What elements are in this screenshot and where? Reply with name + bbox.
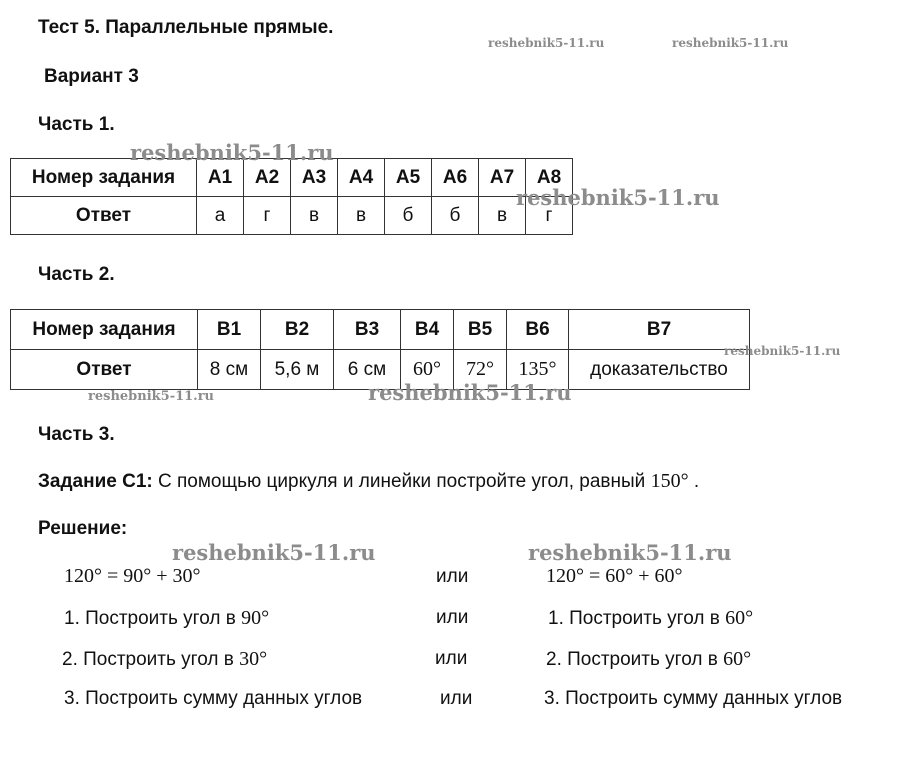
part1-answer-header: Ответ (11, 197, 197, 235)
part2-answer-cell: 72° (454, 350, 507, 390)
watermark: reshebnik5-11.ru (516, 185, 720, 210)
part2-task-cell: B6 (507, 310, 569, 350)
task-c1-label: Задание С1: (38, 471, 153, 492)
right-step-2-angle: 60° (723, 648, 752, 670)
or-label: или (436, 566, 469, 587)
task-c1-text: С помощью циркуля и линейки постройте угол, равный (158, 471, 646, 492)
watermark: reshebnik5-11.ru (172, 540, 376, 565)
part1-answer-cell: б (432, 197, 479, 235)
watermark: reshebnik5-11.ru (528, 540, 732, 565)
part2-table (10, 309, 750, 390)
part1-answer-cell: г (244, 197, 291, 235)
part1-answer-cell: а (197, 197, 244, 235)
part1-row-header: Номер задания (11, 159, 197, 197)
right-step-1-text: 1. Построить угол в (548, 608, 720, 629)
part1-task-cell: A4 (338, 159, 385, 197)
part3-heading: Часть 3. (38, 424, 115, 445)
right-step-3: 3. Построить сумму данных углов (544, 688, 843, 709)
part1-answer-cell: в (479, 197, 526, 235)
left-formula: 120° = 90° + 30° (64, 565, 201, 587)
part1-task-cell: A7 (479, 159, 526, 197)
part1-table (10, 158, 573, 235)
left-step-2 (62, 648, 267, 671)
part2-answer-cell: 135° (507, 350, 569, 390)
left-step-1 (64, 607, 269, 630)
watermark: reshebnik5-11.ru (368, 380, 572, 405)
part1-task-cell: A1 (197, 159, 244, 197)
left-step-2-text: 2. Построить угол в (62, 649, 234, 670)
watermark: reshebnik5-11.ru (672, 36, 789, 50)
left-step-2-angle: 30° (239, 648, 268, 670)
part1-task-cell: A8 (526, 159, 573, 197)
part2-task-cell: B3 (334, 310, 401, 350)
part2-task-cell: B2 (261, 310, 334, 350)
part1-answer-cell: в (338, 197, 385, 235)
task-c1-angle: 150° (650, 470, 689, 492)
right-formula: 120° = 60° + 60° (546, 565, 683, 587)
watermark: reshebnik5-11.ru (488, 36, 605, 50)
page-title: Тест 5. Параллельные прямые. (38, 17, 334, 38)
part1-answer-row (11, 197, 573, 235)
part2-answer-cell: 8 см (198, 350, 261, 390)
part2-row-header: Номер задания (11, 310, 198, 350)
part2-task-cell: B1 (198, 310, 261, 350)
part2-answer-cell: 6 см (334, 350, 401, 390)
part2-answer-cell: 60° (401, 350, 454, 390)
part2-task-row (11, 310, 750, 350)
left-step-1-text: 1. Построить угол в (64, 608, 236, 629)
part1-answer-cell: б (385, 197, 432, 235)
part1-task-cell: A2 (244, 159, 291, 197)
part1-task-cell: A5 (385, 159, 432, 197)
part1-task-cell: A6 (432, 159, 479, 197)
part1-heading: Часть 1. (38, 114, 115, 135)
part2-task-cell: B4 (401, 310, 454, 350)
part2-answer-cell: 5,6 м (261, 350, 334, 390)
part2-task-cell: B7 (569, 310, 750, 350)
right-step-1-angle: 60° (725, 607, 754, 629)
variant-label: Вариант 3 (44, 66, 139, 87)
or-label: или (440, 688, 473, 709)
part2-answer-cell: доказательство (569, 350, 750, 390)
part1-answer-cell: в (291, 197, 338, 235)
watermark: reshebnik5-11.ru (88, 389, 215, 404)
left-step-1-angle: 90° (241, 607, 270, 629)
task-c1 (38, 470, 699, 493)
part2-task-cell: B5 (454, 310, 507, 350)
right-step-2-text: 2. Построить угол в (546, 649, 718, 670)
or-label: или (436, 607, 469, 628)
right-step-2 (546, 648, 751, 671)
part2-answer-header: Ответ (11, 350, 198, 390)
part2-heading: Часть 2. (38, 264, 115, 285)
part1-task-cell: A3 (291, 159, 338, 197)
or-label: или (435, 648, 468, 669)
right-step-1 (548, 607, 753, 630)
watermark: reshebnik5-11.ru (724, 344, 841, 358)
left-step-3: 3. Построить сумму данных углов (64, 688, 363, 709)
part1-answer-cell: г (526, 197, 573, 235)
watermark: reshebnik5-11.ru (130, 140, 334, 165)
solution-label: Решение: (38, 518, 128, 539)
task-c1-end: . (693, 471, 700, 492)
